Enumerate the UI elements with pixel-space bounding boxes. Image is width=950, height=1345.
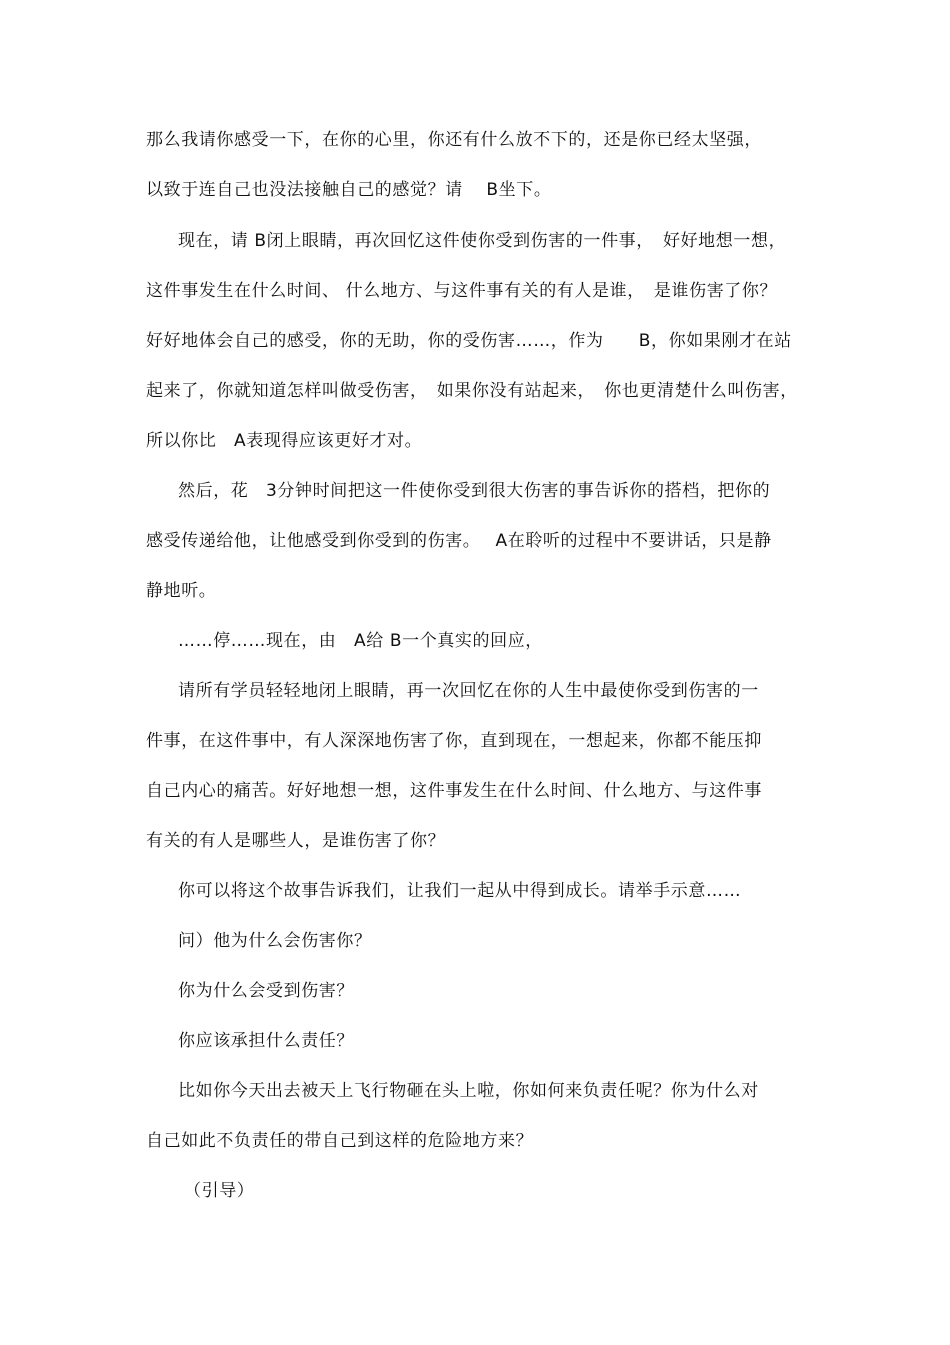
text-line: （引导） [184, 1181, 255, 1201]
text-line: 自己内心的痛苦。好好地想一想，这件事发生在什么时间、什么地方、与这件事 [146, 781, 762, 801]
text-line: 比如你今天出去被天上飞行物砸在头上啦，你如何来负责任呢？你为什么对 [178, 1081, 759, 1101]
text-line: 你可以将这个故事告诉我们，让我们一起从中得到成长。请举手示意…… [178, 881, 742, 901]
text-line: 有关的有人是哪些人，是谁伤害了你？ [146, 831, 446, 851]
text-line: 问）他为什么会伤害你？ [178, 931, 372, 951]
text-line: 你为什么会受到伤害？ [178, 981, 354, 1001]
text-line: 件事，在这件事中，有人深深地伤害了你，直到现在，一想起来，你都不能压抑 [146, 731, 762, 751]
text-line: 好好地体会自己的感受，你的无助，你的受伤害……，作为 B，你如果刚才在站 [146, 331, 792, 351]
text-line: 起来了，你就知道怎样叫做受伤害， 如果你没有站起来， 你也更清楚什么叫伤害， [146, 381, 798, 401]
text-line: 静地听。 [146, 581, 217, 601]
text-line: 所以你比 A表现得应该更好才对。 [146, 431, 423, 451]
text-line: 然后，花 3分钟时间把这一件使你受到很大伤害的事告诉你的搭档，把你的 [178, 481, 771, 501]
text-line: 自己如此不负责任的带自己到这样的危险地方来？ [146, 1131, 534, 1151]
text-line: 现在，请 B闭上眼睛，再次回忆这件使你受到伤害的一件事， 好好地想一想， [178, 231, 787, 251]
text-line: ……停……现在，由 A给 B一个真实的回应， [178, 631, 543, 651]
text-line: 你应该承担什么责任？ [178, 1031, 354, 1051]
text-line: 那么我请你感受一下，在你的心里，你还有什么放不下的，还是你已经太坚强， [146, 130, 762, 150]
text-line: 这件事发生在什么时间、 什么地方、与这件事有关的有人是谁， 是谁伤害了你？ [146, 281, 778, 301]
text-line: 感受传递给他，让他感受到你受到的伤害。 A在聆听的过程中不要讲话，只是静 [146, 531, 772, 551]
text-line: 以致于连自己也没法接触自己的感觉？请 B坐下。 [146, 180, 552, 200]
text-line: 请所有学员轻轻地闭上眼睛，再一次回忆在你的人生中最使你受到伤害的一 [178, 681, 759, 701]
